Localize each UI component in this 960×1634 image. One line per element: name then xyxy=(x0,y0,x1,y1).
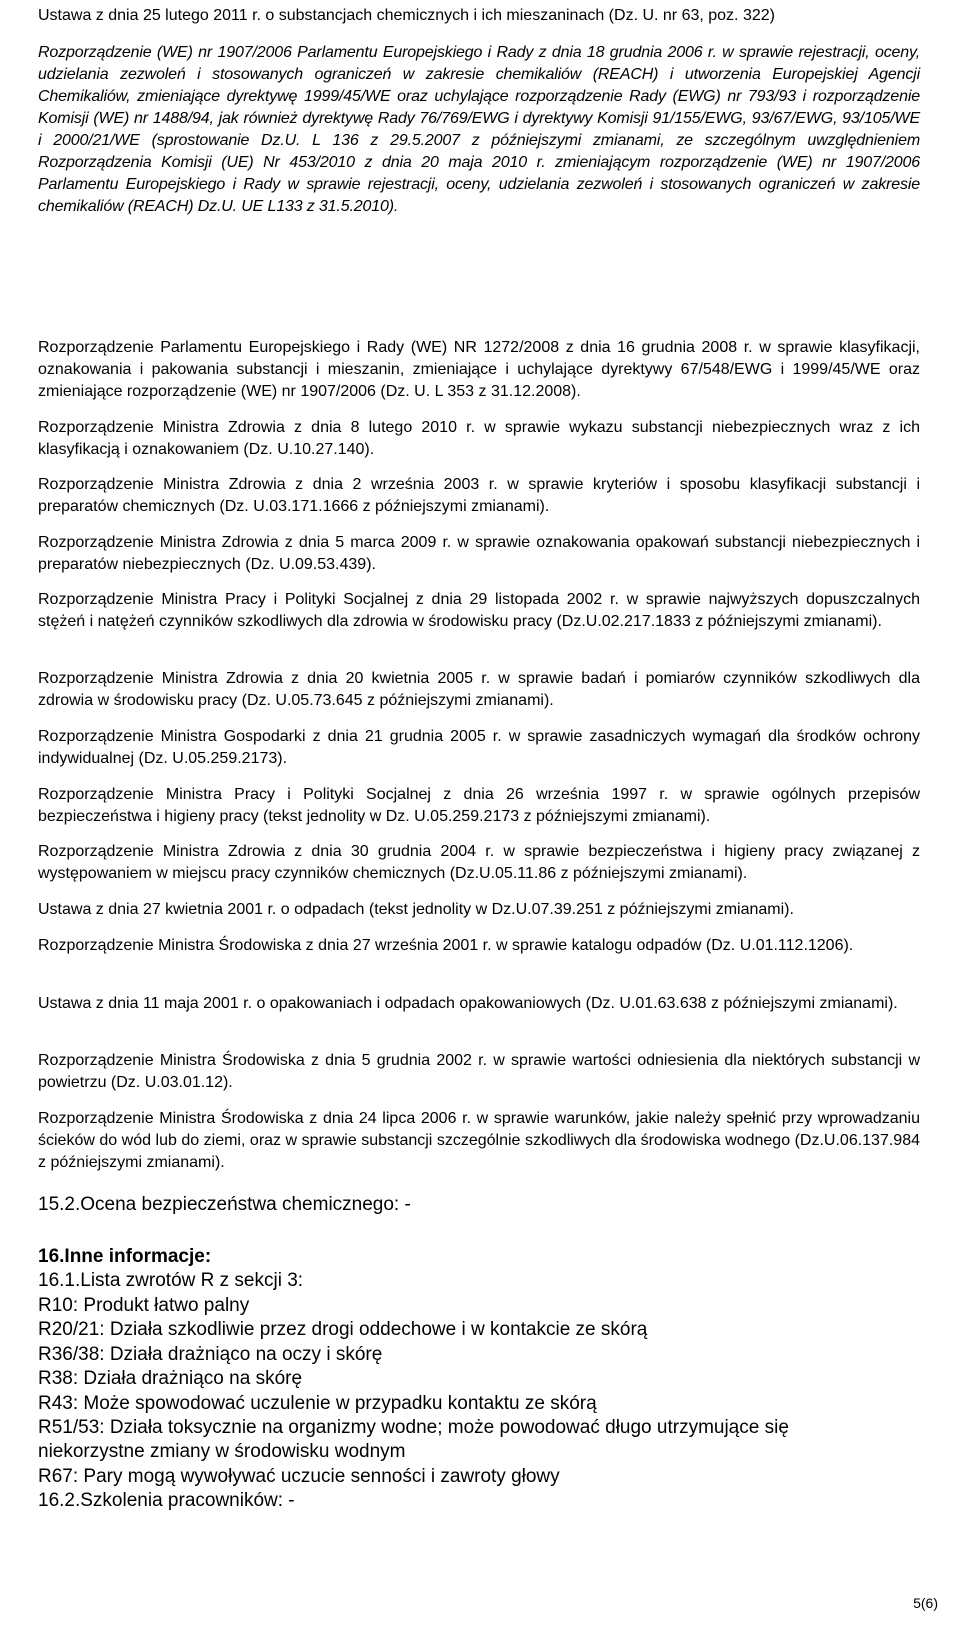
r-phrase: R43: Może spowodować uczulenie w przypadku kontaktu ze skórą xyxy=(38,1392,597,1414)
r-phrase: R51/53: Działa toksycznie na organizmy wodne; może powodować długo utrzymujące się xyxy=(38,1417,789,1439)
regulation-list: Rozporządzenie Ministra Zdrowia z dnia 20 kwietnia 2005 r. w sprawie badań i pomiarów czynników szkodliwych dla zdrowia w środowisku pracy (Dz. U.05.73.645 z późniejszymi zmianami). xyxy=(38,670,920,709)
regulation-list: Rozporządzenie Ministra Zdrowia z dnia 5 marca 2009 r. w sprawie oznakowania opakowań substancji niebezpiecznych i preparatów niebezpiecznych (Dz. U.09.53.439). xyxy=(38,534,920,573)
regulation-list: Rozporządzenie Ministra Pracy i Polityki Socjalnej z dnia 29 listopada 2002 r. w sprawie najwyższych dopuszczalnych stężeń i natężeń czynników szkodliwych dla zdrowia w środowisku pracy (Dz.U.02.217.1833 z późniejszymi zmianami). xyxy=(38,591,920,630)
r-phrase: niekorzystne zmiany w środowisku wodnym xyxy=(38,1441,406,1463)
r-phrase-list xyxy=(38,1294,938,1514)
regulation-list: Rozporządzenie Ministra Środowiska z dnia 24 lipca 2006 r. w sprawie warunków, jakie należy spełnić przy wprowadzaniu ścieków do wód lub do ziemi, oraz w sprawie substancji szczególnie szkodliwych dla środowiska wodnego (Dz.U.06.137.984 z późniejszymi zmianami). xyxy=(38,1110,920,1171)
r-phrase: R67: Pary mogą wywoływać uczucie senności i zawroty głowy xyxy=(38,1465,560,1487)
section-16-1-heading: 16.1.Lista zwrotów R z sekcji 3: xyxy=(38,1270,304,1291)
section-16-2-heading: 16.2.Szkolenia pracowników: - xyxy=(38,1490,295,1512)
r-phrase: R10: Produkt łatwo palny xyxy=(38,1295,250,1316)
regulation-list: Rozporządzenie Ministra Środowiska z dnia 27 września 2001 r. w sprawie katalogu odpadów (Dz. U.01.112.1206). xyxy=(38,937,854,954)
r-phrase: R38: Działa drażniąco na skórę xyxy=(38,1368,303,1390)
regulation-list: Rozporządzenie Ministra Środowiska z dnia 5 grudnia 2002 r. w sprawie wartości odniesienia dla niektórych substancji w powietrzu (Dz. U.03.01.12). xyxy=(38,1052,920,1091)
regulation-reach: Rozporządzenie (WE) nr 1907/2006 Parlamentu Europejskiego i Rady z dnia 18 grudnia 2006 r. w sprawie rejestracji, oceny, udzielania zezwoleń i stosowanych ograniczeń w zakresie chemikaliów (REACH) i utworzenia Europejskiej Agencji Chemikaliów, zmieniające dyrektywę 1999/45/WE oraz uchylające rozporządzenie Rady (EWG) nr 793/93 i rozporządzenie Komisji (WE) nr 1488/94, jak również dyrektywę Rady 76/769/EWG i dyrektywy Komisji 91/155/EWG, 93/67/EWG, 93/105/WE i 2000/21/WE (sprostowanie Dz.U. L 136 z 29.5.2007 z późniejszymi zmianami, ze szczególnym uwzględnieniem Rozporządzenia Komisji (UE) Nr 453/2010 z dnia 20 maja 2010 r. zmieniającym rozporządzenie (WE) nr 1907/2006 Parlamentu Europejskiego i Rady w sprawie rejestracji, oceny, udzielania zezwoleń i stosowanych ograniczeń w zakresie chemikaliów (REACH) Dz.U. UE L133 z 31.5.2010). xyxy=(38,44,920,215)
page-number: 5(6) xyxy=(913,1595,938,1611)
regulation-list: Rozporządzenie Ministra Gospodarki z dnia 21 grudnia 2005 r. w sprawie zasadniczych wymagań dla środków ochrony indywidualnej (Dz. U.05.259.2173). xyxy=(38,728,920,767)
regulation-list: Rozporządzenie Ministra Pracy i Polityki Socjalnej z dnia 26 września 1997 r. w sprawie ogólnych przepisów bezpieczeństwa i higieny pracy (tekst jednolity w Dz. U.05.259.2173 z późniejszymi zmianami). xyxy=(38,786,920,825)
r-phrase: R20/21: Działa szkodliwie przez drogi oddechowe i w kontakcie ze skórą xyxy=(38,1319,648,1341)
section-15-2-heading: 15.2.Ocena bezpieczeństwa chemicznego: - xyxy=(38,1194,411,1215)
r-phrase: R36/38: Działa drażniąco na oczy i skórę xyxy=(38,1343,383,1365)
law-reference-line: Ustawa z dnia 25 lutego 2011 r. o substancjach chemicznych i ich mieszaninach (Dz. U. nr 63, poz. 322) xyxy=(38,7,775,24)
regulation-clp: Rozporządzenie Parlamentu Europejskiego i Rady (WE) NR 1272/2008 z dnia 16 grudnia 2008 r. w sprawie klasyfikacji, oznakowania i pakowania substancji i mieszanin, zmieniające i uchylające dyrektywy 67/548/EWG i 1999/45/WE oraz zmieniające rozporządzenie (WE) nr 1907/2006 (Dz. U. L 353 z 31.12.2008). xyxy=(38,339,920,400)
regulation-list: Rozporządzenie Ministra Zdrowia z dnia 2 września 2003 r. w sprawie kryteriów i sposobu klasyfikacji substancji i preparatów chemicznych (Dz. U.03.171.1666 z późniejszymi zmianami). xyxy=(38,476,920,515)
regulation-list: Rozporządzenie Ministra Zdrowia z dnia 30 grudnia 2004 r. w sprawie bezpieczeństwa i higieny pracy związanej z występowaniem w miejscu pracy czynników chemicznych (Dz.U.05.11.86 z późniejszymi zmianami). xyxy=(38,843,920,882)
regulation-list: Ustawa z dnia 27 kwietnia 2001 r. o odpadach (tekst jednolity w Dz.U.07.39.251 z późniejszymi zmianami). xyxy=(38,901,794,918)
regulation-list: Rozporządzenie Ministra Zdrowia z dnia 8 lutego 2010 r. w sprawie wykazu substancji niebezpiecznych wraz z ich klasyfikacją i oznakowaniem (Dz. U.10.27.140). xyxy=(38,419,920,458)
regulation-list: Ustawa z dnia 11 maja 2001 r. o opakowaniach i odpadach opakowaniowych (Dz. U.01.63.638 z późniejszymi zmianami). xyxy=(38,995,898,1012)
section-16-heading: 16.Inne informacje: xyxy=(38,1246,212,1267)
